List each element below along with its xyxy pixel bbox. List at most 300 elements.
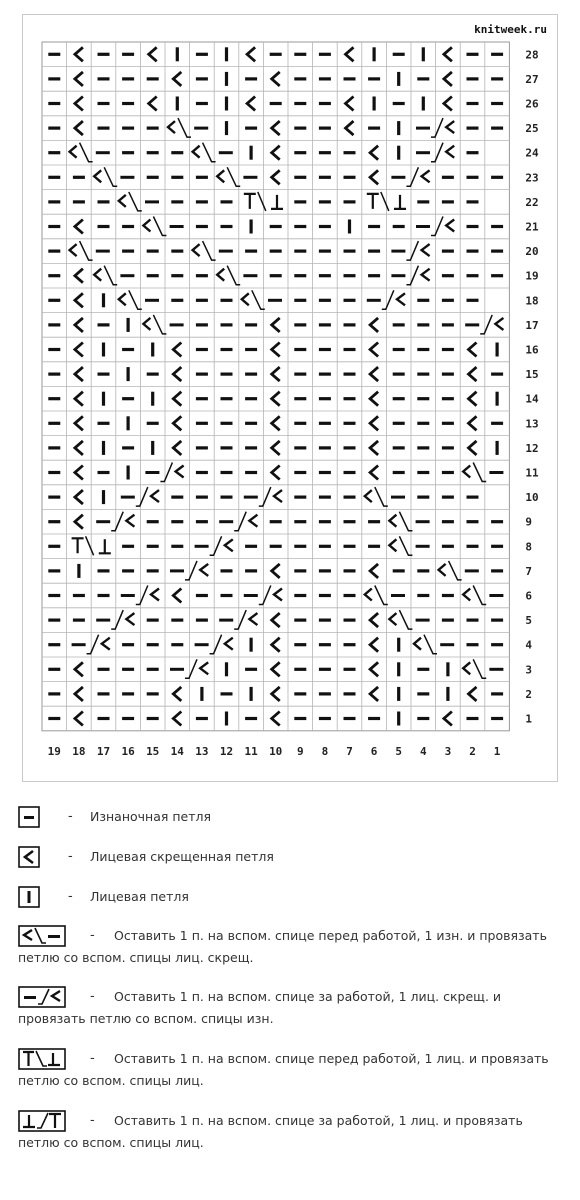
purl-stitch-symbol	[344, 176, 356, 179]
row-number-label: 4	[525, 638, 533, 652]
purl-stitch-symbol	[294, 446, 306, 449]
purl-stitch-symbol	[196, 323, 208, 326]
purl-stitch-symbol	[98, 422, 110, 425]
purl-stitch-symbol	[442, 496, 454, 499]
knit-stitch-symbol	[151, 441, 154, 455]
purl-stitch-symbol	[245, 422, 257, 425]
purl-stitch-symbol	[319, 545, 331, 548]
purl-stitch-symbol	[491, 545, 503, 548]
purl-stitch-symbol	[171, 151, 183, 154]
purl-stitch-symbol	[147, 569, 159, 572]
purl-stitch-symbol	[48, 717, 60, 720]
purl-stitch-symbol	[393, 373, 405, 376]
purl-stitch-symbol	[368, 520, 380, 523]
purl-stitch-symbol	[417, 323, 429, 326]
purl-stitch-symbol	[467, 200, 479, 203]
purl-stitch-symbol	[319, 668, 331, 671]
purl-stitch-symbol	[48, 225, 60, 228]
purl-stitch-symbol	[417, 446, 429, 449]
knit-stitch-symbol	[446, 687, 449, 701]
purl-stitch-symbol	[221, 225, 233, 228]
cross-right-purl-symbol	[391, 176, 405, 179]
cross-right-purl-symbol	[145, 471, 159, 474]
purl-stitch-symbol	[491, 717, 503, 720]
row-number-label: 27	[525, 72, 539, 86]
purl-stitch-symbol	[319, 102, 331, 105]
purl-stitch-symbol	[368, 545, 380, 548]
purl-stitch-symbol	[48, 520, 60, 523]
row-number-label: 14	[525, 392, 539, 406]
purl-stitch-symbol	[417, 692, 429, 695]
purl-stitch-symbol	[393, 323, 405, 326]
purl-stitch-symbol	[196, 299, 208, 302]
cross-right-purl-symbol	[121, 594, 135, 597]
site-watermark: knitweek.ru	[474, 23, 547, 36]
purl-stitch-symbol	[245, 77, 257, 80]
purl-stitch-symbol	[48, 323, 60, 326]
purl-stitch-symbol	[294, 274, 306, 277]
purl-stitch-symbol	[196, 53, 208, 56]
purl-stitch-symbol	[98, 692, 110, 695]
knit-stitch-symbol	[102, 392, 105, 406]
column-number-label: 10	[269, 744, 283, 758]
purl-stitch-symbol	[147, 77, 159, 80]
purl-stitch-symbol	[294, 250, 306, 253]
purl-stitch-symbol	[442, 545, 454, 548]
purl-stitch-symbol	[467, 127, 479, 130]
purl-stitch-symbol	[344, 471, 356, 474]
column-number-label: 2	[469, 744, 476, 758]
purl-stitch-symbol	[294, 397, 306, 400]
purl-stitch-symbol	[319, 225, 331, 228]
knit-stitch-symbol	[102, 293, 105, 307]
purl-stitch-symbol	[48, 250, 60, 253]
purl-stitch-symbol	[221, 422, 233, 425]
purl-stitch-symbol	[122, 446, 134, 449]
purl-stitch-symbol	[393, 471, 405, 474]
cross-right-purl-symbol	[367, 299, 381, 302]
purl-stitch-symbol	[393, 225, 405, 228]
purl-stitch-symbol	[393, 422, 405, 425]
purl-stitch-symbol	[122, 102, 134, 105]
knit-stitch-symbol	[250, 687, 253, 701]
purl-stitch-symbol	[294, 176, 306, 179]
purl-stitch-symbol	[196, 496, 208, 499]
purl-stitch-symbol	[368, 225, 380, 228]
purl-stitch-symbol	[294, 77, 306, 80]
cross-left-knit-icon	[18, 1048, 66, 1070]
cross-left-purl-symbol	[465, 569, 479, 572]
purl-stitch-symbol	[491, 77, 503, 80]
purl-stitch-symbol	[491, 176, 503, 179]
cross-right-purl-symbol	[465, 323, 479, 326]
knit-stitch-symbol	[225, 72, 228, 86]
purl-stitch-symbol	[270, 250, 282, 253]
legend-text: Оставить 1 п. на вспом. спице за работой, 1 лиц. и провязать	[114, 1113, 523, 1128]
purl-stitch-symbol	[442, 348, 454, 351]
purl-stitch-symbol	[393, 569, 405, 572]
column-number-label: 8	[321, 744, 329, 758]
purl-stitch-symbol	[368, 250, 380, 253]
purl-stitch-symbol	[417, 299, 429, 302]
knit-icon	[18, 886, 40, 908]
column-number-label: 9	[296, 744, 304, 758]
cross-left-purl-symbol	[391, 594, 405, 597]
purl-stitch-symbol	[270, 225, 282, 228]
purl-stitch-symbol	[294, 692, 306, 695]
purl-stitch-symbol	[245, 717, 257, 720]
purl-stitch-symbol	[467, 274, 479, 277]
legend-item-cross-left-purl	[18, 925, 558, 969]
row-number-label: 23	[525, 171, 539, 185]
knit-stitch-symbol	[225, 47, 228, 61]
purl-stitch-symbol	[122, 151, 134, 154]
purl-stitch-symbol	[294, 545, 306, 548]
purl-stitch-symbol	[393, 53, 405, 56]
column-number-label: 6	[370, 744, 378, 758]
knit-stitch-symbol	[397, 712, 400, 726]
column-number-label: 3	[444, 744, 452, 758]
purl-stitch-symbol	[467, 53, 479, 56]
purl-stitch-symbol	[122, 643, 134, 646]
purl-stitch-symbol	[73, 619, 85, 622]
cross-left-purl-symbol	[489, 594, 503, 597]
purl-stitch-symbol	[417, 569, 429, 572]
purl-stitch-symbol	[171, 545, 183, 548]
purl-stitch-symbol	[344, 151, 356, 154]
cross-right-purl-symbol	[170, 668, 184, 671]
cross-right-purl-symbol	[219, 619, 233, 622]
purl-stitch-symbol	[442, 520, 454, 523]
cross-left-purl-symbol	[170, 225, 184, 228]
row-number-label: 26	[525, 97, 539, 111]
row-number-label: 21	[525, 220, 539, 234]
cross-left-purl-symbol	[120, 274, 134, 277]
purl-stitch-symbol	[48, 545, 60, 548]
row-number-label: 2	[525, 687, 533, 701]
purl-stitch-symbol	[467, 520, 479, 523]
purl-stitch-symbol	[122, 127, 134, 130]
purl-stitch-symbol	[319, 299, 331, 302]
purl-stitch-symbol	[171, 496, 183, 499]
knit-stitch-symbol	[250, 638, 253, 652]
purl-stitch-symbol	[294, 520, 306, 523]
knit-stitch-symbol	[348, 220, 351, 234]
purl-stitch-symbol	[48, 619, 60, 622]
column-number-label: 1	[493, 744, 501, 758]
purl-stitch-symbol	[344, 545, 356, 548]
purl-stitch-symbol	[147, 619, 159, 622]
knit-stitch-symbol	[397, 638, 400, 652]
purl-stitch-symbol	[98, 53, 110, 56]
purl-stitch-symbol	[344, 397, 356, 400]
purl-stitch-symbol	[442, 397, 454, 400]
purl-stitch-symbol	[221, 348, 233, 351]
row-number-label: 18	[525, 294, 539, 308]
legend-dash: -	[68, 809, 73, 824]
column-number-label: 5	[395, 744, 403, 758]
column-number-label: 19	[47, 744, 61, 758]
cross-right-purl-symbol	[195, 643, 209, 646]
purl-stitch-symbol	[48, 127, 60, 130]
purl-stitch-symbol	[319, 127, 331, 130]
knit-stitch-symbol	[225, 712, 228, 726]
row-number-label: 17	[525, 318, 539, 332]
cross-right-purl-symbol	[121, 496, 135, 499]
cross-right-purl-symbol	[416, 151, 430, 154]
knit-stitch-symbol	[77, 564, 80, 578]
knit-stitch-symbol	[397, 72, 400, 86]
cross-left-purl-symbol	[391, 496, 405, 499]
purl-stitch-symbol	[344, 496, 356, 499]
legend-dash: -	[90, 989, 95, 1004]
knit-stitch-symbol	[397, 662, 400, 676]
purl-stitch-symbol	[48, 446, 60, 449]
purl-stitch-symbol	[147, 643, 159, 646]
purl-stitch-symbol	[196, 225, 208, 228]
purl-stitch-symbol	[48, 422, 60, 425]
legend-item-cross-left-knit	[18, 1048, 558, 1092]
purl-stitch-symbol	[98, 102, 110, 105]
row-number-label: 15	[525, 368, 539, 382]
purl-stitch-symbol	[48, 569, 60, 572]
legend-dash: -	[90, 928, 95, 943]
knit-stitch-symbol	[127, 416, 130, 430]
purl-stitch-symbol	[417, 397, 429, 400]
purl-stitch-symbol	[442, 471, 454, 474]
purl-stitch-symbol	[294, 151, 306, 154]
purl-stitch-symbol	[344, 323, 356, 326]
purl-stitch-symbol	[245, 323, 257, 326]
purl-stitch-symbol	[196, 717, 208, 720]
purl-stitch-symbol	[171, 274, 183, 277]
purl-stitch-symbol	[221, 299, 233, 302]
purl-stitch-symbol	[319, 250, 331, 253]
purl-stitch-symbol	[491, 569, 503, 572]
purl-stitch-symbol	[467, 619, 479, 622]
purl-stitch-symbol	[319, 151, 331, 154]
cross-left-purl-symbol	[489, 668, 503, 671]
purl-stitch-symbol	[344, 77, 356, 80]
purl-stitch-symbol	[98, 594, 110, 597]
purl-stitch-symbol	[98, 225, 110, 228]
purl-stitch-symbol	[221, 200, 233, 203]
cross-left-purl-symbol	[219, 151, 233, 154]
cross-right-purl-symbol	[391, 250, 405, 253]
knit-stitch-symbol	[422, 47, 425, 61]
cross-right-purl-symbol	[96, 520, 110, 523]
purl-stitch-symbol	[98, 77, 110, 80]
purl-stitch-symbol	[294, 619, 306, 622]
purl-stitch-symbol	[344, 668, 356, 671]
row-number-label: 22	[525, 195, 539, 209]
knit-stitch-symbol	[127, 318, 130, 332]
purl-stitch-symbol	[245, 545, 257, 548]
purl-stitch-symbol	[98, 717, 110, 720]
purl-stitch-symbol	[417, 200, 429, 203]
cross-right-purl-symbol	[416, 127, 430, 130]
legend-item-cross-right-knit	[18, 1110, 558, 1154]
column-number-label: 12	[219, 744, 234, 758]
purl-stitch-symbol	[122, 692, 134, 695]
purl-stitch-symbol	[294, 594, 306, 597]
purl-stitch-symbol	[319, 520, 331, 523]
purl-stitch-symbol	[73, 594, 85, 597]
row-number-label: 16	[525, 343, 539, 357]
cross-left-purl-symbol	[145, 200, 159, 203]
purl-stitch-symbol	[48, 692, 60, 695]
purl-stitch-symbol	[294, 323, 306, 326]
purl-stitch-symbol	[467, 545, 479, 548]
purl-stitch-symbol	[196, 471, 208, 474]
purl-stitch-symbol	[196, 446, 208, 449]
row-number-label: 11	[525, 466, 539, 480]
column-number-label: 4	[419, 744, 427, 758]
purl-stitch-symbol	[393, 102, 405, 105]
purl-stitch-symbol	[221, 692, 233, 695]
knit-stitch-symbol	[225, 121, 228, 135]
knit-stitch-symbol	[397, 687, 400, 701]
purl-stitch-symbol	[344, 643, 356, 646]
purl-stitch-symbol	[442, 176, 454, 179]
purl-stitch-symbol	[344, 422, 356, 425]
purl-stitch-symbol	[48, 176, 60, 179]
purl-stitch-symbol	[319, 471, 331, 474]
cross-left-purl-symbol	[416, 545, 430, 548]
cross-left-purl-symbol	[440, 643, 454, 646]
purl-stitch-symbol	[319, 594, 331, 597]
knit-stitch-symbol	[496, 343, 499, 357]
purl-stitch-symbol	[393, 397, 405, 400]
purl-stitch-symbol	[491, 250, 503, 253]
purl-stitch-symbol	[294, 569, 306, 572]
purl-stitch-symbol	[270, 545, 282, 548]
legend-dash: -	[90, 1113, 95, 1128]
purl-stitch-symbol	[491, 422, 503, 425]
purl-stitch-symbol	[73, 200, 85, 203]
cross-left-purl-symbol	[489, 471, 503, 474]
purl-stitch-symbol	[442, 323, 454, 326]
knit-stitch-symbol	[200, 687, 203, 701]
cross-left-purl-symbol	[170, 323, 184, 326]
purl-stitch-symbol	[417, 717, 429, 720]
purl-stitch-symbol	[196, 520, 208, 523]
purl-stitch-symbol	[294, 225, 306, 228]
purl-stitch-symbol	[48, 471, 60, 474]
legend-text: Оставить 1 п. на вспом. спице за работой, 1 лиц. скрещ. и	[114, 989, 502, 1004]
purl-stitch-symbol	[270, 274, 282, 277]
cross-left-purl-symbol	[120, 176, 134, 179]
column-number-label: 15	[146, 744, 160, 758]
purl-stitch-symbol	[147, 373, 159, 376]
row-number-label: 6	[525, 589, 533, 603]
purl-stitch-symbol	[171, 200, 183, 203]
purl-stitch-symbol	[344, 200, 356, 203]
cross-left-purl-symbol	[416, 619, 430, 622]
purl-stitch-symbol	[48, 397, 60, 400]
knit-stitch-symbol	[102, 343, 105, 357]
cross-right-purl-symbol	[244, 496, 258, 499]
purl-stitch-symbol	[319, 53, 331, 56]
purl-stitch-symbol	[98, 127, 110, 130]
purl-stitch-symbol	[171, 250, 183, 253]
purl-stitch-symbol	[122, 668, 134, 671]
purl-stitch-symbol	[294, 373, 306, 376]
purl-stitch-symbol	[171, 520, 183, 523]
purl-stitch-symbol	[221, 323, 233, 326]
purl-stitch-symbol	[417, 348, 429, 351]
row-number-label: 8	[525, 540, 533, 554]
cross-left-purl-symbol	[268, 299, 282, 302]
purl-stitch-symbol	[147, 668, 159, 671]
purl-stitch-symbol	[467, 496, 479, 499]
knit-stitch-symbol	[397, 146, 400, 160]
purl-stitch-symbol	[48, 77, 60, 80]
cross-right-purl-symbol	[416, 225, 430, 228]
knit-stitch-symbol	[127, 466, 130, 480]
purl-stitch-symbol	[344, 250, 356, 253]
knit-stitch-symbol	[422, 97, 425, 111]
cross-left-purl-symbol	[96, 151, 110, 154]
column-number-label: 17	[96, 744, 111, 758]
purl-stitch-symbol	[196, 176, 208, 179]
purl-stitch-symbol	[491, 53, 503, 56]
purl-stitch-symbol	[122, 397, 134, 400]
purl-stitch-symbol	[245, 471, 257, 474]
purl-stitch-symbol	[417, 77, 429, 80]
purl-stitch-symbol	[221, 569, 233, 572]
purl-stitch-symbol	[196, 373, 208, 376]
legend-text-continued: петлю со вспом. спицы лиц. скрещ.	[18, 950, 254, 965]
purl-stitch-symbol	[48, 102, 60, 105]
purl-stitch-symbol	[417, 594, 429, 597]
purl-stitch-symbol	[122, 717, 134, 720]
row-number-label: 19	[525, 269, 539, 283]
purl-stitch-symbol	[147, 176, 159, 179]
knit-stitch-symbol	[102, 441, 105, 455]
column-number-label: 13	[195, 744, 209, 758]
cross-left-purl-symbol	[145, 299, 159, 302]
purl-stitch-symbol	[491, 619, 503, 622]
column-number-label: 14	[170, 744, 184, 758]
purl-stitch-symbol	[221, 397, 233, 400]
purl-stitch-symbol	[196, 77, 208, 80]
purl-stitch-symbol	[442, 594, 454, 597]
knit-stitch-symbol	[373, 97, 376, 111]
purl-stitch-symbol	[245, 250, 257, 253]
purl-stitch-symbol	[491, 127, 503, 130]
purl-stitch-symbol	[319, 373, 331, 376]
purl-stitch-symbol	[171, 299, 183, 302]
purl-stitch-symbol	[319, 717, 331, 720]
row-number-label: 5	[525, 614, 533, 628]
purl-stitch-symbol	[98, 668, 110, 671]
knit-stitch-symbol	[176, 47, 179, 61]
purl-stitch-symbol	[393, 446, 405, 449]
legend-text-continued: петлю со вспом. спицы лиц.	[18, 1135, 204, 1150]
purl-stitch-symbol	[270, 53, 282, 56]
purl-stitch-symbol	[467, 250, 479, 253]
purl-stitch-symbol	[344, 594, 356, 597]
cross-right-purl-symbol	[244, 594, 258, 597]
cross-right-knit-icon	[18, 1110, 66, 1132]
cross-left-purl-icon	[18, 925, 66, 947]
knit-stitch-symbol	[373, 47, 376, 61]
legend-item-cross-right-purl	[18, 986, 558, 1030]
cross-left-purl-symbol	[416, 520, 430, 523]
purl-stitch-symbol	[98, 569, 110, 572]
purl-stitch-symbol	[48, 594, 60, 597]
